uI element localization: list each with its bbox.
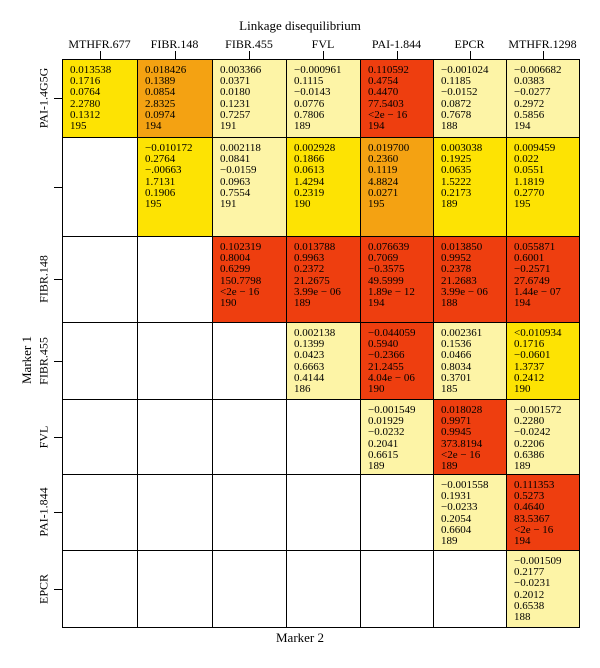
cell-value: 0.4144: [294, 371, 325, 384]
column-label: FIBR.148: [150, 37, 199, 51]
empty-cell: [62, 137, 138, 237]
ld-cell: [506, 137, 580, 237]
column-label: PAI-1.844: [371, 37, 422, 51]
cell-value: −0.001572: [514, 404, 562, 416]
cell-value: 0.018028: [441, 404, 483, 416]
ld-cell: [360, 322, 434, 400]
cell-value: 150.7798: [220, 274, 262, 287]
column-label: MTHFR.1298: [508, 37, 577, 51]
cell-value: 0.1185: [441, 75, 471, 88]
cell-value: 0.013538: [70, 64, 112, 76]
column-label: FIBR.455: [225, 37, 273, 51]
cell-value: 0.009459: [514, 142, 556, 154]
ld-cell: [433, 399, 507, 475]
cell-value: 0.1399: [294, 338, 325, 351]
cell-value: 0.6299: [220, 263, 251, 276]
cell-value: 0.01929: [368, 415, 404, 428]
cell-value: 1.7131: [145, 175, 176, 188]
cell-value: 189: [294, 297, 311, 310]
cell-value: 21.2675: [294, 274, 330, 287]
cell-value: 0.1312: [70, 108, 101, 121]
cell-value: −0.2571: [514, 263, 551, 276]
ld-cell: [433, 474, 507, 551]
cell-value: 195: [368, 198, 385, 211]
column-tick: [543, 51, 544, 59]
row-label: FIBR.455: [36, 336, 51, 385]
cell-value: 0.2054: [441, 512, 472, 525]
cell-value: 0.0776: [294, 97, 325, 110]
cell-value: 189: [441, 198, 458, 211]
cell-value: 0.110592: [368, 64, 409, 76]
cell-value: 194: [514, 120, 531, 133]
cell-value: 0.7069: [368, 252, 399, 265]
empty-cell: [286, 399, 361, 475]
empty-cell: [62, 474, 138, 551]
cell-value: 0.8034: [441, 360, 472, 373]
column-label: FVL: [311, 37, 335, 51]
ld-cell: [506, 550, 580, 628]
cell-value: 0.2372: [294, 263, 325, 276]
cell-value: 0.0551: [514, 164, 545, 177]
cell-value: −0.001558: [441, 479, 489, 491]
cell-value: 0.6386: [514, 448, 545, 461]
row-label: FIBR.148: [36, 255, 51, 303]
column-tick: [323, 51, 324, 59]
ld-cell: [62, 59, 138, 138]
cell-value: 0.6001: [514, 252, 545, 265]
cell-value: 0.0854: [145, 86, 176, 99]
cell-value: −0.0232: [368, 426, 405, 439]
cell-value: 0.0271: [368, 186, 399, 199]
cell-value: 0.3701: [441, 371, 472, 384]
cell-value: 190: [220, 297, 237, 310]
row-tick: [54, 512, 62, 513]
empty-cell: [212, 322, 287, 400]
cell-value: 0.1866: [294, 153, 325, 166]
ld-cell: [506, 399, 580, 475]
ld-cell: [286, 236, 361, 323]
cell-value: 0.1716: [514, 338, 545, 351]
cell-value: 195: [514, 198, 531, 211]
column-tick: [397, 51, 398, 59]
cell-value: 191: [220, 198, 237, 211]
cell-value: 189: [294, 120, 311, 133]
ld-cell: [506, 474, 580, 551]
cell-value: 1.3737: [514, 360, 545, 373]
cell-value: 0.1931: [441, 490, 472, 503]
column-tick: [175, 51, 176, 59]
cell-value: −0.010172: [145, 142, 193, 154]
cell-value: 0.4470: [368, 86, 399, 99]
empty-cell: [212, 474, 287, 551]
cell-value: 190: [294, 198, 311, 211]
cell-value: 0.6604: [441, 523, 472, 536]
ld-cell: [506, 322, 580, 400]
column-tick: [249, 51, 250, 59]
cell-value: 0.0383: [514, 75, 545, 88]
ld-cell: [360, 59, 434, 138]
cell-value: 0.9945: [441, 426, 472, 439]
empty-cell: [62, 399, 138, 475]
cell-value: 0.0180: [220, 86, 251, 99]
cell-value: 0.9952: [441, 252, 472, 265]
row-tick: [54, 187, 62, 188]
chart-title: Linkage disequilibrium: [239, 18, 361, 33]
column-label: EPCR: [454, 37, 485, 51]
cell-value: 0.0371: [220, 75, 251, 88]
cell-value: 194: [145, 120, 162, 133]
x-axis-label: Marker 2: [275, 630, 324, 645]
column-tick: [100, 51, 101, 59]
ld-cell: [286, 322, 361, 400]
empty-cell: [137, 550, 213, 628]
ld-cell: [212, 137, 287, 237]
cell-value: 0.002361: [441, 327, 483, 339]
cell-value: 0.2764: [145, 153, 176, 166]
ld-cell: [137, 137, 213, 237]
cell-value: 0.1716: [70, 75, 101, 88]
row-tick: [54, 589, 62, 590]
cell-value: 0.2412: [514, 371, 545, 384]
cell-value: 0.2360: [368, 153, 399, 166]
row-label: EPCR: [36, 573, 51, 604]
cell-value: 0.7806: [294, 108, 325, 121]
cell-value: 0.002118: [220, 142, 261, 154]
cell-value: 0.003366: [220, 64, 262, 76]
cell-value: −0.0152: [441, 86, 478, 99]
cell-value: 0.0466: [441, 349, 472, 362]
cell-value: 1.89e − 12: [368, 285, 415, 298]
empty-cell: [286, 474, 361, 551]
cell-value: 0.5856: [514, 108, 545, 121]
cell-value: 0.0963: [220, 175, 251, 188]
cell-value: −0.2366: [368, 349, 405, 362]
column-label: MTHFR.677: [68, 37, 131, 51]
cell-value: 0.1115: [294, 75, 324, 88]
ld-cell: [506, 236, 580, 323]
cell-value: 0.013850: [441, 241, 483, 253]
cell-value: 0.5273: [514, 490, 545, 503]
cell-value: <2e − 16: [514, 523, 554, 536]
cell-value: 0.6538: [514, 599, 545, 612]
cell-value: <2e − 16: [441, 448, 481, 461]
cell-value: 0.1119: [368, 164, 398, 177]
empty-cell: [137, 399, 213, 475]
cell-value: 0.0764: [70, 86, 101, 99]
cell-value: 3.99e − 06: [441, 285, 488, 298]
cell-value: 0.7554: [220, 186, 251, 199]
empty-cell: [137, 236, 213, 323]
row-label: PAI-1.4G5G: [36, 67, 51, 129]
cell-value: 0.002928: [294, 142, 336, 154]
cell-value: 0.0872: [441, 97, 472, 110]
cell-value: 0.003038: [441, 142, 483, 154]
cell-value: 190: [514, 383, 531, 396]
cell-value: 0.102319: [220, 241, 262, 253]
cell-value: 189: [514, 460, 531, 473]
cell-value: 1.5222: [441, 175, 472, 188]
cell-value: 194: [514, 297, 531, 310]
cell-value: 2.2780: [70, 97, 101, 110]
cell-value: 0.2041: [368, 437, 399, 450]
ld-cell: [360, 137, 434, 237]
cell-value: 0.2173: [441, 186, 472, 199]
cell-value: 0.2770: [514, 186, 545, 199]
cell-value: 0.2206: [514, 437, 545, 450]
cell-value: 0.0423: [294, 349, 325, 362]
cell-value: 194: [368, 120, 385, 133]
cell-value: 195: [145, 198, 162, 211]
cell-value: 188: [441, 120, 458, 133]
cell-value: −0.0233: [441, 501, 478, 514]
cell-value: −0.044059: [368, 327, 416, 339]
cell-value: −0.000961: [294, 64, 342, 76]
cell-value: 0.019700: [368, 142, 410, 154]
cell-value: 0.0974: [145, 108, 176, 121]
cell-value: 189: [368, 460, 385, 473]
cell-value: 0.1389: [145, 75, 176, 88]
cell-value: <0.010934: [514, 327, 562, 339]
cell-value: 0.0635: [441, 164, 472, 177]
cell-value: 21.2455: [368, 360, 404, 373]
cell-value: −0.3575: [368, 263, 405, 276]
cell-value: −0.006682: [514, 64, 562, 76]
cell-value: 189: [441, 535, 458, 548]
row-label: PAI-1.844: [36, 487, 51, 537]
ld-cell: [286, 137, 361, 237]
ld-cell: [286, 59, 361, 138]
cell-value: 0.055871: [514, 241, 556, 253]
cell-value: 0.002138: [294, 327, 336, 339]
empty-cell: [212, 399, 287, 475]
cell-value: 0.4640: [514, 501, 545, 514]
row-tick: [54, 361, 62, 362]
cell-value: −0.0231: [514, 577, 551, 590]
cell-value: <2e − 16: [368, 108, 408, 121]
empty-cell: [433, 550, 507, 628]
cell-value: 0.6615: [368, 448, 399, 461]
cell-value: 77.5403: [368, 97, 404, 110]
cell-value: −0.001549: [368, 404, 416, 416]
ld-cell: [137, 59, 213, 138]
cell-value: 0.9963: [294, 252, 325, 265]
cell-value: −0.001024: [441, 64, 489, 76]
ld-cell: [433, 322, 507, 400]
row-tick: [54, 279, 62, 280]
cell-value: 0.1925: [441, 153, 472, 166]
ld-cell: [433, 236, 507, 323]
cell-value: 83.5367: [514, 512, 550, 525]
cell-value: 4.8824: [368, 175, 399, 188]
row-label: FVL: [36, 425, 51, 448]
empty-cell: [360, 474, 434, 551]
cell-value: 0.2378: [441, 263, 472, 276]
cell-value: 4.04e − 06: [368, 371, 415, 384]
cell-value: 194: [514, 535, 531, 548]
empty-cell: [137, 474, 213, 551]
column-tick: [470, 51, 471, 59]
cell-value: −0.0242: [514, 426, 551, 439]
cell-value: −0.0159: [220, 164, 257, 177]
cell-value: 186: [294, 383, 311, 396]
cell-value: 188: [441, 297, 458, 310]
cell-value: 0.2177: [514, 566, 545, 579]
cell-value: 189: [441, 460, 458, 473]
ld-cell: [433, 137, 507, 237]
row-tick: [54, 98, 62, 99]
ld-cell: [212, 59, 287, 138]
cell-value: 0.4754: [368, 75, 399, 88]
cell-value: 2.8325: [145, 97, 176, 110]
ld-cell: [212, 236, 287, 323]
cell-value: −.00663: [145, 164, 182, 177]
cell-value: 0.013788: [294, 241, 336, 253]
cell-value: 0.2972: [514, 97, 545, 110]
empty-cell: [360, 550, 434, 628]
cell-value: 0.2012: [514, 588, 545, 601]
cell-value: 185: [441, 383, 458, 396]
cell-value: −0.0143: [294, 86, 331, 99]
empty-cell: [212, 550, 287, 628]
cell-value: 0.1906: [145, 186, 176, 199]
cell-value: 195: [70, 120, 87, 133]
cell-value: 191: [220, 120, 237, 133]
empty-cell: [286, 550, 361, 628]
cell-value: <2e − 16: [220, 285, 260, 298]
cell-value: −0.001509: [514, 555, 562, 567]
empty-cell: [62, 322, 138, 400]
cell-value: 0.0841: [220, 153, 251, 166]
cell-value: 0.2319: [294, 186, 325, 199]
ld-cell: [360, 399, 434, 475]
cell-value: 0.2280: [514, 415, 545, 428]
cell-value: −0.0277: [514, 86, 551, 99]
ld-cell: [433, 59, 507, 138]
cell-value: 49.5999: [368, 274, 404, 287]
cell-value: 0.111353: [514, 479, 555, 491]
ld-cell: [506, 59, 580, 138]
cell-value: 0.6663: [294, 360, 325, 373]
cell-value: 0.9971: [441, 415, 472, 428]
empty-cell: [62, 550, 138, 628]
cell-value: 0.018426: [145, 64, 187, 76]
cell-value: 0.7257: [220, 108, 251, 121]
cell-value: 0.076639: [368, 241, 410, 253]
cell-value: 194: [368, 297, 385, 310]
cell-value: 3.99e − 06: [294, 285, 341, 298]
cell-value: 0.5940: [368, 338, 399, 351]
empty-cell: [137, 322, 213, 400]
cell-value: 373.8194: [441, 437, 483, 450]
ld-cell: [360, 236, 434, 323]
cell-value: 1.4294: [294, 175, 325, 188]
cell-value: 188: [514, 611, 531, 624]
cell-value: 0.0613: [294, 164, 325, 177]
cell-value: 0.1536: [441, 338, 472, 351]
cell-value: 21.2683: [441, 274, 477, 287]
empty-cell: [62, 236, 138, 323]
row-tick: [54, 437, 62, 438]
cell-value: 0.8004: [220, 252, 251, 265]
cell-value: 1.44e − 07: [514, 285, 561, 298]
cell-value: 1.1819: [514, 175, 545, 188]
cell-value: 0.7678: [441, 108, 472, 121]
y-axis-label: Marker 1: [19, 335, 34, 385]
cell-value: 0.022: [514, 153, 539, 166]
cell-value: 190: [368, 383, 385, 396]
cell-value: 27.6749: [514, 274, 550, 287]
cell-value: 0.1231: [220, 97, 251, 110]
cell-value: −0.0601: [514, 349, 551, 362]
